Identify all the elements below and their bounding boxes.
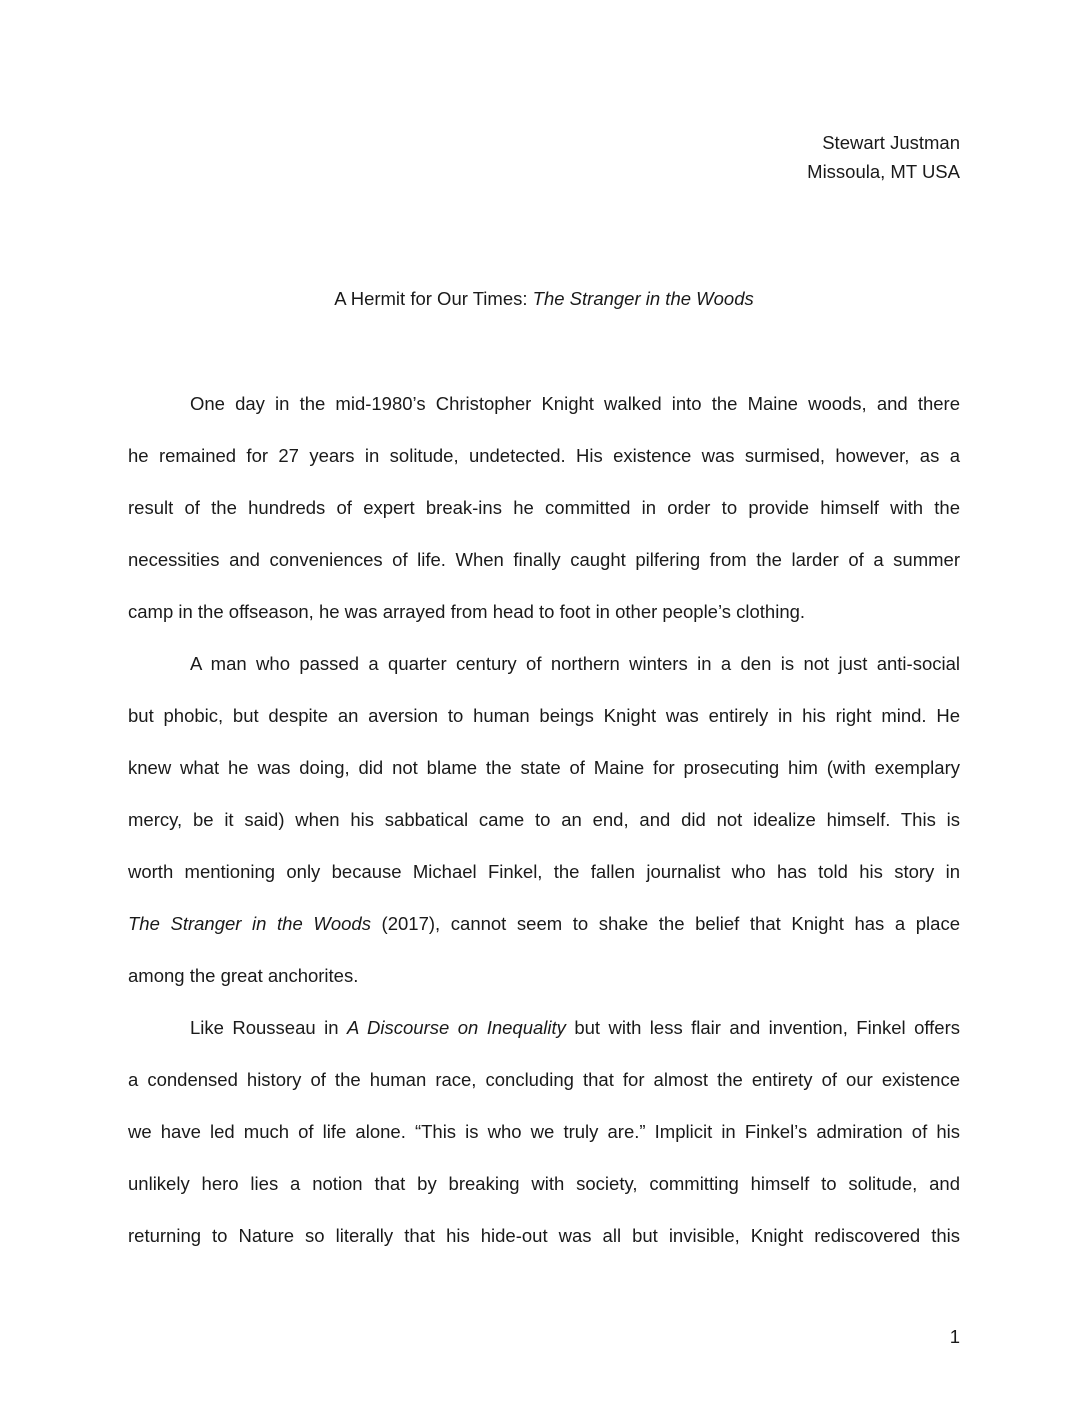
paragraph-3-line-2: a condensed history of the human race, concluding that for almost the entirety of our existence: [128, 1069, 960, 1090]
body-text: [128, 389, 960, 1273]
paragraph-2-line-6: [128, 909, 960, 961]
paragraph-2-line-4: mercy, be it said) when his sabbatical came to an end, and did not idealize himself. This is: [128, 809, 960, 830]
paragraph-1-line-3: result of the hundreds of expert break-ins he committed in order to provide himself with the: [128, 497, 960, 518]
paragraph-3-line-5: returning to Nature so literally that his hide-out was all but invisible, Knight rediscovered this: [128, 1225, 960, 1246]
title-prefix: A Hermit for Our Times:: [334, 288, 533, 309]
paragraph-1-line-5: camp in the offseason, he was arrayed from head to foot in other people’s clothing.: [128, 601, 806, 622]
line-13-post: but with less flair and invention, Finkel offers: [565, 1017, 961, 1038]
paragraph-3-line-3: we have led much of life alone. “This is who we truly are.” Implicit in Finkel’s admiration of his: [128, 1121, 960, 1142]
paragraph-1-line-2: he remained for 27 years in solitude, undetected. His existence was surmised, however, as a: [128, 445, 960, 466]
paragraph-1-line-4: necessities and conveniences of life. When finally caught pilfering from the larder of a summer: [128, 549, 960, 570]
paragraph-2-line-3: knew what he was doing, did not blame the state of Maine for prosecuting him (with exemplary: [128, 757, 960, 778]
line-6-rest: (2017), cannot seem to shake the belief that Knight has a place: [370, 913, 960, 934]
paragraph-2-line-7: among the great anchorites.: [128, 965, 359, 986]
author-name: Stewart Justman: [822, 132, 960, 153]
paragraph-3-line-1: [128, 1013, 960, 1065]
paragraph-2-line-2: but phobic, but despite an aversion to human beings Knight was entirely in his right mind. He: [128, 705, 960, 726]
author-location: Missoula, MT USA: [807, 161, 960, 182]
discourse-title-italic: A Discourse on Inequality: [346, 1017, 566, 1038]
paragraph-1-line-1: One day in the mid-1980’s Christopher Knight walked into the Maine woods, and there: [190, 393, 960, 414]
document-title: [0, 284, 1088, 313]
paragraph-2-line-5: worth mentioning only because Michael Finkel, the fallen journalist who has told his story in: [128, 861, 960, 882]
page-number: 1: [949, 1326, 960, 1347]
paragraph-2-line-1: A man who passed a quarter century of northern winters in a den is not just anti-social: [190, 653, 960, 674]
book-title-italic: The Stranger in the Woods: [128, 913, 371, 934]
paragraph-3-line-4: unlikely hero lies a notion that by breaking with society, committing himself to solitude, and: [128, 1173, 960, 1194]
line-13-pre: Like Rousseau in: [190, 1017, 347, 1038]
author-block: [807, 128, 960, 186]
title-italic: The Stranger in the Woods: [532, 288, 754, 309]
